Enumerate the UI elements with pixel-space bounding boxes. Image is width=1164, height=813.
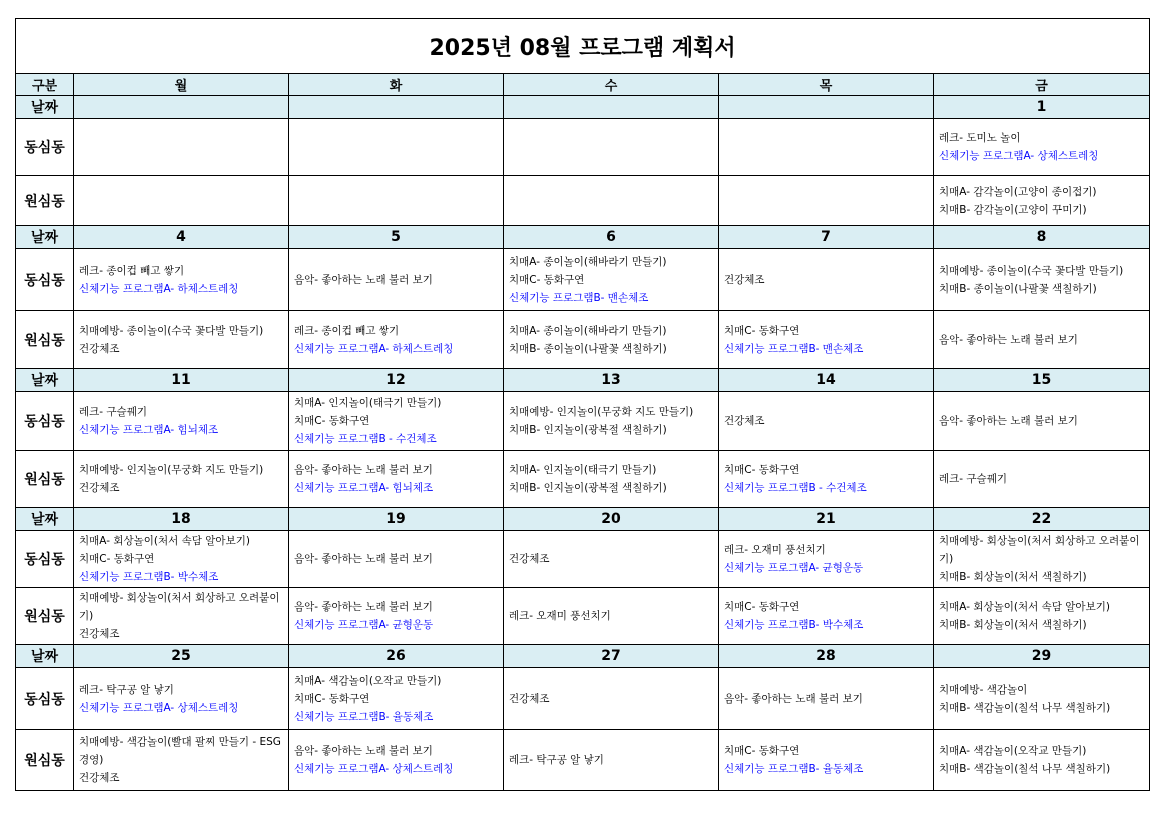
physical-program-line: 신체기능 프로그램A- 균형운동 <box>724 562 864 574</box>
program-cell-fri <box>934 176 1150 226</box>
date-cell-mon: 25 <box>74 645 289 668</box>
dong-row <box>16 249 1150 311</box>
program-line: 치매C- 동화구연 <box>79 553 155 565</box>
program-cell-tue <box>289 392 504 451</box>
date-cell-thu: 21 <box>719 508 934 531</box>
program-line: 음악- 좋아하는 노래 불러 보기 <box>294 601 433 613</box>
program-line: 치매C- 동화구연 <box>724 601 800 613</box>
program-cell-tue <box>289 668 504 730</box>
program-cell-wed <box>504 392 719 451</box>
physical-program-line: 신체기능 프로그램A- 힘뇌체조 <box>79 424 219 436</box>
program-line: 건강체조 <box>724 273 765 286</box>
program-line: 치매C- 동화구연 <box>724 324 800 337</box>
date-cell-mon: 11 <box>74 369 289 392</box>
program-plan-sheet <box>15 18 1149 791</box>
program-line: 치매예방- 종이놀이(수국 꽃다발 만들기) <box>939 264 1124 277</box>
program-cell-wed <box>504 588 719 645</box>
date-cell-mon: 4 <box>74 226 289 249</box>
date-cell-wed: 13 <box>504 369 719 392</box>
program-line: 음악- 좋아하는 노래 불러 보기 <box>294 464 433 476</box>
date-cell-wed: 27 <box>504 645 719 668</box>
program-line: 치매A- 회상놀이(처서 속담 알아보기) <box>939 601 1110 613</box>
program-line: 치매A- 감각놀이(고양이 종이접기) <box>939 185 1097 198</box>
program-cell-mon <box>74 176 289 226</box>
program-cell-mon <box>74 249 289 311</box>
physical-program-line: 신체기능 프로그램B- 맨손체조 <box>509 291 649 304</box>
header-day-wed: 수 <box>504 74 719 96</box>
date-row <box>16 96 1150 119</box>
dong-row <box>16 668 1150 730</box>
date-cell-fri: 22 <box>934 508 1150 531</box>
program-cell-thu <box>719 531 934 588</box>
program-cell-thu <box>719 668 934 730</box>
dong-label: 동심동 <box>16 392 74 451</box>
program-cell-wed <box>504 311 719 369</box>
program-line: 레크- 구슬꿰기 <box>79 406 147 418</box>
program-cell-tue <box>289 119 504 176</box>
program-line: 치매B- 인지놀이(광복절 색칠하기) <box>509 424 667 436</box>
physical-program-line: 신체기능 프로그램A- 하체스트레칭 <box>294 342 454 355</box>
program-line: 치매예방- 색감놀이(빨대 팔찌 만들기 - ESG경영) <box>79 736 281 766</box>
program-cell-fri <box>934 531 1150 588</box>
dong-label: 동심동 <box>16 531 74 588</box>
won-label: 원심동 <box>16 311 74 369</box>
program-line: 건강체조 <box>509 553 550 565</box>
program-cell-tue <box>289 588 504 645</box>
won-row <box>16 451 1150 508</box>
date-cell-tue: 19 <box>289 508 504 531</box>
header-day-mon: 월 <box>74 74 289 96</box>
date-cell-thu <box>719 96 934 119</box>
physical-program-line: 신체기능 프로그램B- 박수체조 <box>79 571 219 583</box>
program-cell-thu <box>719 451 934 508</box>
program-cell-tue <box>289 730 504 791</box>
physical-program-line: 신체기능 프로그램B - 수건체조 <box>294 433 437 445</box>
date-label: 날짜 <box>16 226 74 249</box>
program-line: 음악- 좋아하는 노래 불러 보기 <box>294 273 433 286</box>
header-category: 구분 <box>16 74 74 96</box>
program-cell-tue <box>289 311 504 369</box>
program-line: 치매A- 회상놀이(처서 속담 알아보기) <box>79 535 250 547</box>
program-line: 건강체조 <box>79 772 120 784</box>
program-line: 음악- 좋아하는 노래 불러 보기 <box>294 745 433 757</box>
program-line: 치매B- 회상놀이(처서 색칠하기) <box>939 571 1087 583</box>
program-line: 음악- 좋아하는 노래 불러 보기 <box>939 415 1078 427</box>
program-cell-thu <box>719 119 934 176</box>
program-line: 치매B- 인지놀이(광복절 색칠하기) <box>509 482 667 494</box>
won-label: 원심동 <box>16 730 74 791</box>
physical-program-line: 신체기능 프로그램A- 상체스트레칭 <box>939 150 1099 162</box>
title-row <box>16 19 1150 74</box>
date-cell-tue: 12 <box>289 369 504 392</box>
program-line: 레크- 탁구공 알 낳기 <box>509 754 604 766</box>
physical-program-line: 신체기능 프로그램B- 율동체조 <box>294 710 434 723</box>
date-cell-tue <box>289 96 504 119</box>
program-line: 치매C- 동화구연 <box>509 273 585 286</box>
program-cell-thu <box>719 588 934 645</box>
program-cell-mon <box>74 531 289 588</box>
dong-label: 동심동 <box>16 249 74 311</box>
program-cell-thu <box>719 730 934 791</box>
program-line: 건강체조 <box>79 628 120 640</box>
date-cell-wed <box>504 96 719 119</box>
program-plan-table <box>15 18 1150 791</box>
program-line: 치매B- 색감놀이(칠석 나무 색칠하기) <box>939 701 1111 714</box>
won-row <box>16 730 1150 791</box>
program-cell-wed <box>504 668 719 730</box>
physical-program-line: 신체기능 프로그램B- 율동체조 <box>724 763 864 775</box>
won-row <box>16 588 1150 645</box>
program-cell-fri <box>934 119 1150 176</box>
date-cell-tue: 26 <box>289 645 504 668</box>
plan-body <box>16 96 1150 791</box>
program-cell-tue <box>289 249 504 311</box>
program-cell-mon <box>74 311 289 369</box>
program-cell-thu <box>719 176 934 226</box>
physical-program-line: 신체기능 프로그램A- 하체스트레칭 <box>79 282 239 295</box>
date-cell-tue: 5 <box>289 226 504 249</box>
date-cell-fri: 1 <box>934 96 1150 119</box>
program-line: 치매C- 동화구연 <box>724 745 800 757</box>
header-day-tue: 화 <box>289 74 504 96</box>
program-line: 치매B- 종이놀이(나팔꽃 색칠하기) <box>939 282 1097 295</box>
program-cell-thu <box>719 392 934 451</box>
header-day-thu: 목 <box>719 74 934 96</box>
program-line: 치매예방- 인지놀이(무궁화 지도 만들기) <box>79 464 264 476</box>
program-line: 치매C- 동화구연 <box>724 464 800 476</box>
program-line: 건강체조 <box>79 342 120 355</box>
program-line: 건강체조 <box>509 692 550 705</box>
program-cell-wed <box>504 176 719 226</box>
date-cell-mon: 18 <box>74 508 289 531</box>
date-row <box>16 508 1150 531</box>
program-cell-tue <box>289 451 504 508</box>
program-line: 레크- 탁구공 알 낳기 <box>79 683 174 696</box>
program-line: 레크- 오재미 풍선치기 <box>509 610 611 622</box>
program-cell-thu <box>719 311 934 369</box>
physical-program-line: 신체기능 프로그램B- 맨손체조 <box>724 342 864 355</box>
program-line: 레크- 종이컵 빼고 쌓기 <box>294 324 400 337</box>
program-line: 치매A- 색감놀이(오작교 만들기) <box>294 674 442 687</box>
program-cell-tue <box>289 176 504 226</box>
won-row <box>16 176 1150 226</box>
physical-program-line: 신체기능 프로그램A- 균형운동 <box>294 619 434 631</box>
page-title: 2025년 08월 프로그램 계획서 <box>16 19 1150 74</box>
header-row <box>16 74 1150 96</box>
program-line: 건강체조 <box>724 415 765 427</box>
program-line: 음악- 좋아하는 노래 불러 보기 <box>294 553 433 565</box>
program-cell-thu <box>719 249 934 311</box>
program-line: 치매B- 색감놀이(칠석 나무 색칠하기) <box>939 763 1111 775</box>
program-line: 치매A- 색감놀이(오작교 만들기) <box>939 745 1087 757</box>
program-cell-fri <box>934 392 1150 451</box>
date-label: 날짜 <box>16 508 74 531</box>
program-line: 치매예방- 회상놀이(처서 회상하고 오려붙이기) <box>79 592 280 622</box>
physical-program-line: 신체기능 프로그램A- 힘뇌체조 <box>294 482 434 494</box>
physical-program-line: 신체기능 프로그램B - 수건체조 <box>724 482 867 494</box>
program-line: 건강체조 <box>79 482 120 494</box>
header-day-fri: 금 <box>934 74 1150 96</box>
program-cell-fri <box>934 249 1150 311</box>
program-line: 치매C- 동화구연 <box>294 692 370 705</box>
program-line: 레크- 오재미 풍선치기 <box>724 544 826 556</box>
date-cell-thu: 28 <box>719 645 934 668</box>
program-line: 치매B- 회상놀이(처서 색칠하기) <box>939 619 1087 631</box>
date-label: 날짜 <box>16 645 74 668</box>
program-line: 음악- 좋아하는 노래 불러 보기 <box>724 692 863 705</box>
program-line: 치매A- 종이놀이(해바라기 만들기) <box>509 255 667 268</box>
program-line: 치매A- 인지놀이(태극기 만들기) <box>294 397 442 409</box>
date-cell-thu: 14 <box>719 369 934 392</box>
program-line: 레크- 구슬꿰기 <box>939 473 1007 485</box>
program-line: 치매C- 동화구연 <box>294 415 370 427</box>
program-cell-mon <box>74 730 289 791</box>
date-cell-fri: 29 <box>934 645 1150 668</box>
date-cell-wed: 20 <box>504 508 719 531</box>
program-cell-mon <box>74 392 289 451</box>
dong-label: 동심동 <box>16 119 74 176</box>
program-cell-fri <box>934 311 1150 369</box>
program-cell-tue <box>289 531 504 588</box>
program-cell-fri <box>934 588 1150 645</box>
won-label: 원심동 <box>16 588 74 645</box>
program-cell-wed <box>504 531 719 588</box>
program-cell-wed <box>504 451 719 508</box>
program-cell-wed <box>504 119 719 176</box>
program-line: 치매예방- 회상놀이(처서 회상하고 오려붙이기) <box>939 535 1140 565</box>
dong-row <box>16 392 1150 451</box>
program-cell-fri <box>934 730 1150 791</box>
won-row <box>16 311 1150 369</box>
program-cell-wed <box>504 249 719 311</box>
physical-program-line: 신체기능 프로그램A- 상체스트레칭 <box>294 763 454 775</box>
date-cell-thu: 7 <box>719 226 934 249</box>
program-cell-fri <box>934 668 1150 730</box>
program-cell-fri <box>934 451 1150 508</box>
program-line: 치매B- 종이놀이(나팔꽃 색칠하기) <box>509 342 667 355</box>
date-row <box>16 369 1150 392</box>
dong-row <box>16 531 1150 588</box>
date-label: 날짜 <box>16 369 74 392</box>
date-label: 날짜 <box>16 96 74 119</box>
won-label: 원심동 <box>16 176 74 226</box>
program-line: 치매A- 인지놀이(태극기 만들기) <box>509 464 657 476</box>
program-line: 치매예방- 색감놀이 <box>939 683 1028 696</box>
program-line: 치매B- 감각놀이(고양이 꾸미기) <box>939 203 1087 216</box>
program-cell-mon <box>74 588 289 645</box>
program-line: 치매A- 종이놀이(해바라기 만들기) <box>509 324 667 337</box>
program-cell-mon <box>74 668 289 730</box>
program-line: 레크- 종이컵 빼고 쌓기 <box>79 264 185 277</box>
program-cell-mon <box>74 119 289 176</box>
dong-row <box>16 119 1150 176</box>
date-row <box>16 645 1150 668</box>
program-cell-wed <box>504 730 719 791</box>
physical-program-line: 신체기능 프로그램A- 상체스트레칭 <box>79 701 239 714</box>
dong-label: 동심동 <box>16 668 74 730</box>
physical-program-line: 신체기능 프로그램B- 박수체조 <box>724 619 864 631</box>
date-row <box>16 226 1150 249</box>
won-label: 원심동 <box>16 451 74 508</box>
program-line: 치매예방- 인지놀이(무궁화 지도 만들기) <box>509 406 694 418</box>
date-cell-mon <box>74 96 289 119</box>
date-cell-fri: 8 <box>934 226 1150 249</box>
date-cell-fri: 15 <box>934 369 1150 392</box>
program-line: 치매예방- 종이놀이(수국 꽃다발 만들기) <box>79 324 264 337</box>
program-cell-mon <box>74 451 289 508</box>
date-cell-wed: 6 <box>504 226 719 249</box>
program-line: 음악- 좋아하는 노래 불러 보기 <box>939 333 1078 346</box>
program-line: 레크- 도미노 놀이 <box>939 132 1021 144</box>
